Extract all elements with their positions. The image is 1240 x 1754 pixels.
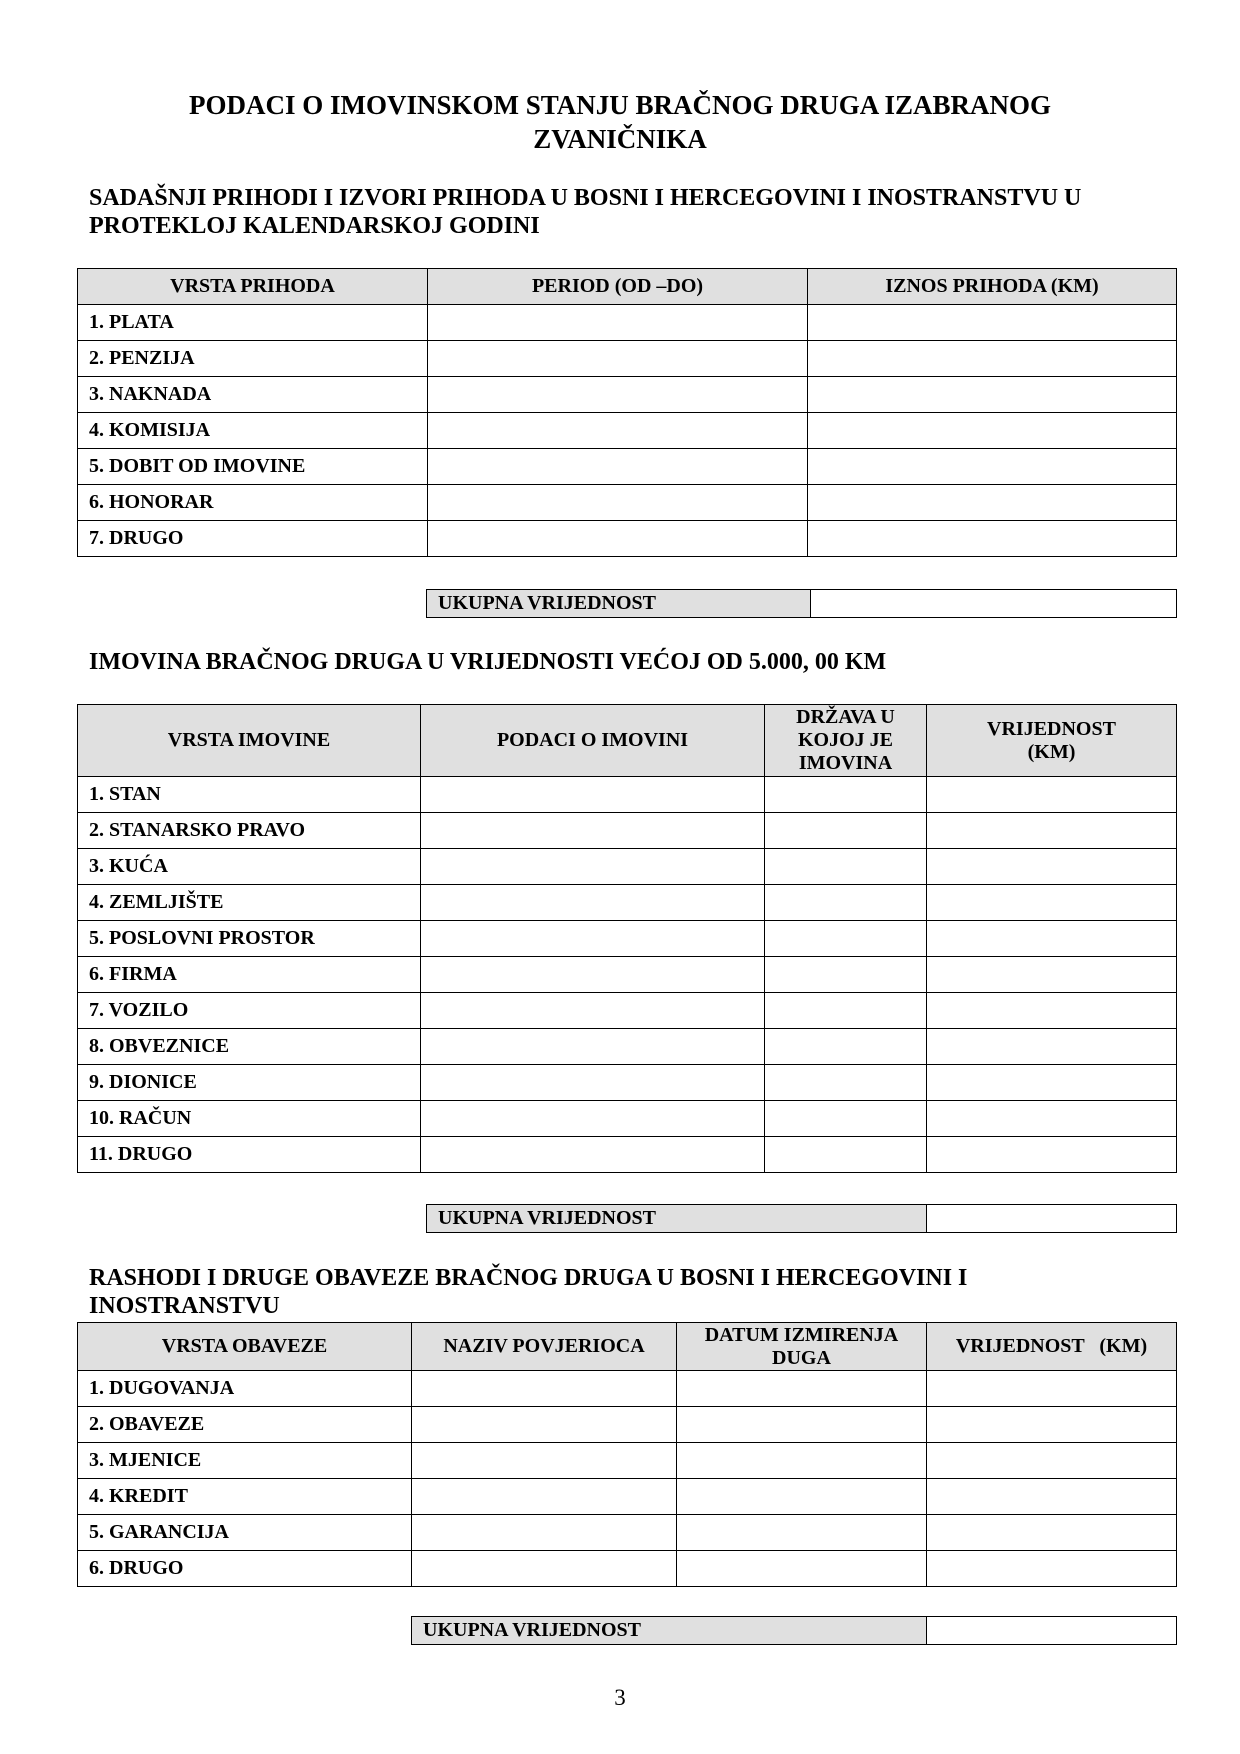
liabilities-value-cell[interactable] <box>927 1443 1177 1479</box>
assets-row-label: 6. FIRMA <box>78 957 421 993</box>
table-row <box>78 521 1177 557</box>
table-row <box>78 849 1177 885</box>
assets-country-cell[interactable] <box>765 993 927 1029</box>
table-row <box>78 1551 1177 1587</box>
liabilities-col-type: VRSTA OBAVEZE <box>78 1323 412 1371</box>
table-row <box>78 1137 1177 1173</box>
income-amount-cell[interactable] <box>808 377 1177 413</box>
income-total-label: UKUPNA VRIJEDNOST <box>427 590 811 618</box>
assets-details-cell[interactable] <box>421 849 765 885</box>
table-row <box>78 1443 1177 1479</box>
assets-total-value-cell[interactable] <box>927 1205 1177 1233</box>
table-row <box>78 377 1177 413</box>
table-row <box>78 921 1177 957</box>
assets-row-label: 1. STAN <box>78 777 421 813</box>
liabilities-date-cell[interactable] <box>677 1407 927 1443</box>
income-row-label: 3. NAKNADA <box>78 377 428 413</box>
income-row-label: 6. HONORAR <box>78 485 428 521</box>
assets-value-cell[interactable] <box>927 813 1177 849</box>
assets-total-table <box>426 1204 1177 1233</box>
income-col-amount: IZNOS PRIHODA (KM) <box>808 269 1177 305</box>
assets-country-cell[interactable] <box>765 849 927 885</box>
assets-country-cell[interactable] <box>765 885 927 921</box>
income-row-label: 2. PENZIJA <box>78 341 428 377</box>
liabilities-total-table <box>411 1616 1177 1645</box>
income-amount-cell[interactable] <box>808 305 1177 341</box>
assets-row-label: 8. OBVEZNICE <box>78 1029 421 1065</box>
assets-country-cell[interactable] <box>765 957 927 993</box>
assets-value-cell[interactable] <box>927 849 1177 885</box>
assets-col-details: PODACI O IMOVINI <box>421 705 765 777</box>
table-row <box>78 413 1177 449</box>
income-period-cell[interactable] <box>428 341 808 377</box>
page-title <box>0 88 1240 156</box>
liabilities-date-cell[interactable] <box>677 1443 927 1479</box>
liabilities-row-label: 3. MJENICE <box>78 1443 412 1479</box>
income-period-cell[interactable] <box>428 485 808 521</box>
table-row <box>78 1479 1177 1515</box>
income-col-period: PERIOD (OD –DO) <box>428 269 808 305</box>
liabilities-date-cell[interactable] <box>677 1371 927 1407</box>
liabilities-creditor-cell[interactable] <box>412 1551 677 1587</box>
table-row <box>78 449 1177 485</box>
assets-row-label: 7. VOZILO <box>78 993 421 1029</box>
income-amount-cell[interactable] <box>808 341 1177 377</box>
table-row <box>78 1101 1177 1137</box>
liabilities-value-cell[interactable] <box>927 1371 1177 1407</box>
assets-row-label: 11. DRUGO <box>78 1137 421 1173</box>
assets-row-label: 9. DIONICE <box>78 1065 421 1101</box>
liabilities-total-label: UKUPNA VRIJEDNOST <box>412 1617 927 1645</box>
income-period-cell[interactable] <box>428 521 808 557</box>
assets-details-cell[interactable] <box>421 957 765 993</box>
table-row <box>78 1029 1177 1065</box>
assets-value-cell[interactable] <box>927 1029 1177 1065</box>
table-row <box>78 813 1177 849</box>
assets-value-cell[interactable] <box>927 1065 1177 1101</box>
assets-heading: IMOVINA BRAČNOG DRUGA U VRIJEDNOSTI VEĆOJ OD 5.000, 00 KM <box>89 649 887 675</box>
assets-details-cell[interactable] <box>421 885 765 921</box>
liabilities-creditor-cell[interactable] <box>412 1515 677 1551</box>
income-amount-cell[interactable] <box>808 449 1177 485</box>
assets-header-row <box>78 705 1177 777</box>
assets-details-cell[interactable] <box>421 1029 765 1065</box>
assets-details-cell[interactable] <box>421 1101 765 1137</box>
income-header-row <box>78 269 1177 305</box>
income-heading-line-1: SADAŠNJI PRIHODI I IZVORI PRIHODA U BOSNI I HERCEGOVINI I INOSTRANSTVU U <box>89 185 1082 211</box>
assets-country-cell[interactable] <box>765 813 927 849</box>
income-row-label: 7. DRUGO <box>78 521 428 557</box>
assets-value-cell[interactable] <box>927 885 1177 921</box>
income-heading-2 <box>89 212 1175 240</box>
assets-details-cell[interactable] <box>421 993 765 1029</box>
liabilities-table <box>77 1322 1177 1587</box>
liabilities-value-cell[interactable] <box>927 1479 1177 1515</box>
liabilities-date-cell[interactable] <box>677 1551 927 1587</box>
table-row <box>78 485 1177 521</box>
assets-row-label: 10. RAČUN <box>78 1101 421 1137</box>
income-row-label: 5. DOBIT OD IMOVINE <box>78 449 428 485</box>
income-amount-cell[interactable] <box>808 485 1177 521</box>
assets-country-cell[interactable] <box>765 777 927 813</box>
liabilities-heading <box>89 1264 1175 1320</box>
assets-details-cell[interactable] <box>421 1065 765 1101</box>
assets-row-label: 2. STANARSKO PRAVO <box>78 813 421 849</box>
liabilities-creditor-cell[interactable] <box>412 1407 677 1443</box>
liabilities-row-label: 2. OBAVEZE <box>78 1407 412 1443</box>
liabilities-row-label: 4. KREDIT <box>78 1479 412 1515</box>
liabilities-date-cell[interactable] <box>677 1515 927 1551</box>
assets-total-label: UKUPNA VRIJEDNOST <box>427 1205 927 1233</box>
table-row <box>78 777 1177 813</box>
liabilities-col-creditor: NAZIV POVJERIOCA <box>412 1323 677 1371</box>
page-title-line-2: ZVANIČNIKA <box>533 124 707 154</box>
table-row <box>78 1407 1177 1443</box>
income-period-cell[interactable] <box>428 377 808 413</box>
income-heading <box>89 184 1175 212</box>
liabilities-row-label: 1. DUGOVANJA <box>78 1371 412 1407</box>
income-col-type: VRSTA PRIHODA <box>78 269 428 305</box>
assets-country-cell[interactable] <box>765 921 927 957</box>
table-row <box>78 341 1177 377</box>
assets-col-type: VRSTA IMOVINE <box>78 705 421 777</box>
assets-value-cell[interactable] <box>927 957 1177 993</box>
assets-details-cell[interactable] <box>421 777 765 813</box>
assets-value-cell[interactable] <box>927 777 1177 813</box>
income-period-cell[interactable] <box>428 413 808 449</box>
income-total-value-cell[interactable] <box>811 590 1177 618</box>
liabilities-col-date: DATUM IZMIRENJA DUGA <box>677 1323 927 1371</box>
assets-value-cell[interactable] <box>927 921 1177 957</box>
liabilities-total-value-cell[interactable] <box>927 1617 1177 1645</box>
liabilities-value-cell[interactable] <box>927 1551 1177 1587</box>
income-amount-cell[interactable] <box>808 521 1177 557</box>
assets-col-country: DRŽAVA U KOJOJ JE IMOVINA <box>765 705 927 777</box>
income-heading-line-2: PROTEKLOJ KALENDARSKOJ GODINI <box>89 213 540 239</box>
table-row <box>78 305 1177 341</box>
liabilities-creditor-cell[interactable] <box>412 1443 677 1479</box>
page-number: 3 <box>614 1685 626 1710</box>
page-title-line-1: PODACI O IMOVINSKOM STANJU BRAČNOG DRUGA IZABRANOG <box>188 90 1052 120</box>
assets-row-label: 4. ZEMLJIŠTE <box>78 885 421 921</box>
assets-country-cell[interactable] <box>765 1065 927 1101</box>
income-row-label: 4. KOMISIJA <box>78 413 428 449</box>
assets-details-cell[interactable] <box>421 813 765 849</box>
liabilities-date-cell[interactable] <box>677 1479 927 1515</box>
income-row-label: 1. PLATA <box>78 305 428 341</box>
liabilities-value-cell[interactable] <box>927 1407 1177 1443</box>
liabilities-heading-line-2: INOSTRANSTVU <box>89 1293 280 1319</box>
income-period-cell[interactable] <box>428 449 808 485</box>
assets-details-cell[interactable] <box>421 1137 765 1173</box>
table-row <box>78 885 1177 921</box>
table-row <box>78 993 1177 1029</box>
assets-row-label: 3. KUĆA <box>78 849 421 885</box>
liabilities-col-value: VRIJEDNOST (KM) <box>927 1323 1177 1371</box>
assets-country-cell[interactable] <box>765 1101 927 1137</box>
assets-row-label: 5. POSLOVNI PROSTOR <box>78 921 421 957</box>
assets-value-cell[interactable] <box>927 993 1177 1029</box>
liabilities-heading-line-1: RASHODI I DRUGE OBAVEZE BRAČNOG DRUGA U BOSNI I HERCEGOVINI I <box>89 1265 968 1291</box>
table-row <box>78 1065 1177 1101</box>
table-row <box>78 1371 1177 1407</box>
assets-table <box>77 704 1177 1173</box>
assets-value-cell[interactable] <box>927 1101 1177 1137</box>
liabilities-row-label: 5. GARANCIJA <box>78 1515 412 1551</box>
table-row <box>78 1515 1177 1551</box>
assets-col-value: VRIJEDNOST (KM) <box>927 705 1177 777</box>
income-amount-cell[interactable] <box>808 413 1177 449</box>
income-table <box>77 268 1177 557</box>
table-row <box>78 957 1177 993</box>
assets-country-cell[interactable] <box>765 1029 927 1065</box>
liabilities-header-row <box>78 1323 1177 1371</box>
liabilities-row-label: 6. DRUGO <box>78 1551 412 1587</box>
liabilities-creditor-cell[interactable] <box>412 1371 677 1407</box>
assets-value-cell[interactable] <box>927 1137 1177 1173</box>
liabilities-creditor-cell[interactable] <box>412 1479 677 1515</box>
income-total-table <box>426 589 1177 618</box>
income-period-cell[interactable] <box>428 305 808 341</box>
assets-details-cell[interactable] <box>421 921 765 957</box>
liabilities-value-cell[interactable] <box>927 1515 1177 1551</box>
assets-country-cell[interactable] <box>765 1137 927 1173</box>
